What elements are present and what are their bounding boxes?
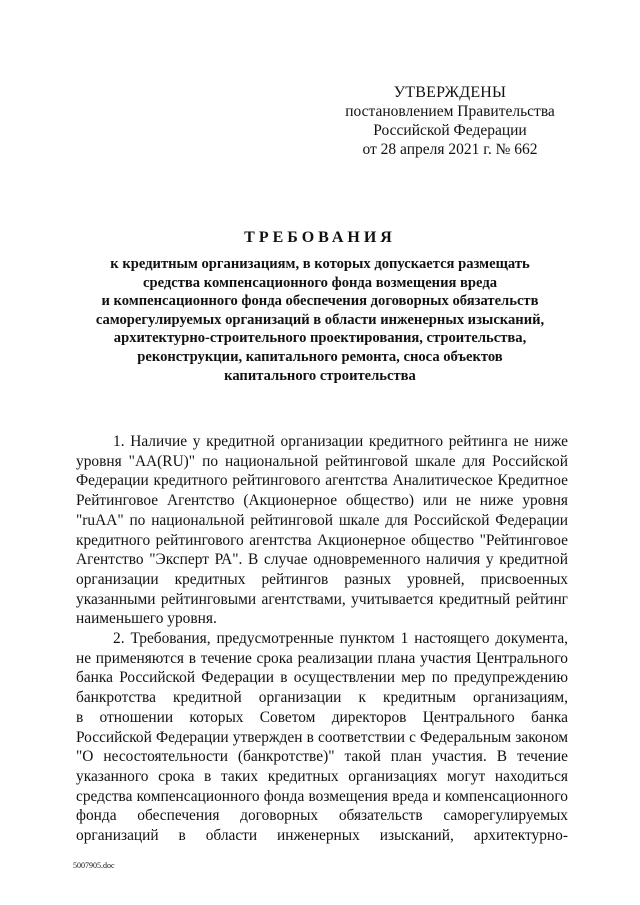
body-line: средства компенсационного фонда возмещения вреда и компенсационного [76,787,568,805]
document-title: ТРЕБОВАНИЯ [244,229,396,246]
document-body [76,432,568,846]
approval-line-2: Российской Федерации [373,122,527,139]
subtitle-line: капитального строительства [224,367,416,384]
body-line: организаций в области инженерных изысканий, архитектурно- [76,827,568,845]
subtitle-line: средства компенсационного фонда возмещения вреда [143,274,497,291]
subtitle-line: реконструкции, капитального ремонта, сноса объектов [137,348,503,365]
body-line: Федерации кредитного рейтингового агентства Аналитическое Кредитное [76,472,568,490]
approval-line-3: от 28 апреля 2021 г. № 662 [362,141,538,158]
body-line: 1. Наличие у кредитной организации кредитного рейтинга не ниже [113,433,568,450]
file-code: 5007905.doc [73,861,115,870]
body-line: не применяются в течение срока реализации плана участия Центрального [76,649,568,667]
approval-line-1: постановлением Правительства [345,103,555,120]
document-subtitle [60,255,580,385]
body-line: указанного срока в таких кредитных организациях могут находиться [76,767,568,785]
body-line: банка Российской Федерации в осуществлении мер по предупреждению [76,669,568,687]
body-line: Рейтинговое Агентство (Акционерное общество) или не ниже уровня [76,492,568,510]
subtitle-line: и компенсационного фонда обеспечения договорных обязательств [101,293,539,310]
body-line: Российской Федерации утвержден в соответствии с Федеральным законом [76,728,568,746]
subtitle-line: архитектурно-строительного проектирования, строительства, [113,330,527,347]
body-line: организации кредитных рейтингов разных уровней, присвоенных [76,570,568,588]
body-line: "О несостоятельности (банкротстве)" такой план участия. В течение [76,748,568,766]
body-line: в отношении которых Советом директоров Центрального банка [76,708,568,726]
body-line: 2. Требования, предусмотренные пунктом 1 настоящего документа, [113,630,568,648]
body-line: "ruAA" по национальной рейтинговой шкале для Российской Федерации [76,511,568,529]
subtitle-line: к кредитным организациям, в которых допускается размещать [110,256,530,272]
body-line: Агентство "Эксперт РА". В случае одновременного наличия у кредитной [76,551,568,569]
paragraph-2 [76,629,568,846]
body-line: указанными рейтинговыми агентствами, учитывается кредитный рейтинг [76,590,568,608]
body-line: банкротства кредитной организации к кредитным организациям, [76,689,568,707]
subtitle-line: саморегулируемых организаций в области инженерных изысканий, [95,311,545,328]
body-line: кредитного рейтингового агентства Акционерное общество "Рейтинговое [76,531,568,549]
paragraph-1 [76,432,568,629]
body-line: уровня "AA(RU)" по национальной рейтинговой шкале для Российской [76,452,568,470]
body-line: фонда обеспечения договорных обязательств саморегулируемых [76,807,568,825]
approval-heading: УТВЕРЖДЕНЫ [393,84,507,101]
approval-stamp [330,83,570,159]
body-line: наименьшего уровня. [76,610,217,628]
